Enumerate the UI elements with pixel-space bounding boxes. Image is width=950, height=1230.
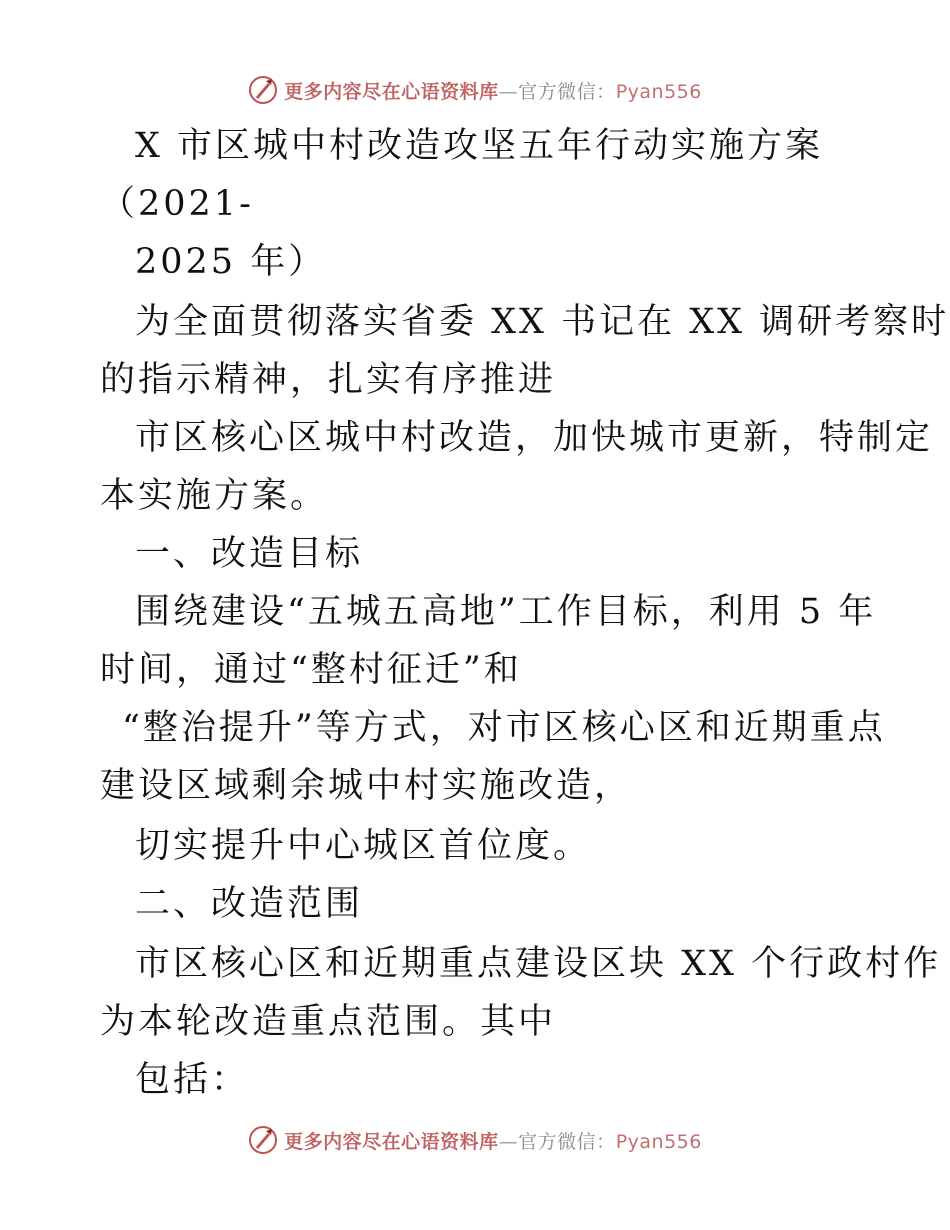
quill-logo-icon	[248, 1125, 278, 1155]
section-heading: 二、改造范围	[135, 884, 364, 924]
document-title: X 市区城中村改造攻坚五年行动实施方案	[135, 126, 824, 166]
title-year-start: （2021-	[100, 184, 254, 224]
paragraph-line: 市区核心区和近期重点建设区块 XX 个行政村作	[135, 944, 942, 984]
paragraph-line: 为本轮改造重点范围。其中	[100, 1002, 557, 1042]
paragraph-line: 围绕建设“五城五高地”工作目标，利用 5 年	[135, 592, 877, 632]
watermark-label: 官方微信：	[518, 80, 616, 103]
watermark-brand: 更多内容尽在心语资料库	[284, 80, 499, 103]
watermark-id: Pyan556	[615, 1130, 702, 1153]
paragraph-line: “整治提升”等方式，对市区核心区和近期重点	[122, 708, 886, 748]
paragraph-line: 为全面贯彻落实省委 XX 书记在 XX 调研考察时	[135, 302, 950, 342]
watermark-brand: 更多内容尽在心语资料库	[284, 1130, 499, 1153]
footer-watermark	[0, 1122, 950, 1158]
watermark-label: 官方微信：	[518, 1130, 616, 1153]
watermark-dash: —	[498, 80, 519, 103]
paragraph-line: 切实提升中心城区首位度。	[135, 826, 592, 866]
paragraph-line: 的指示精神，扎实有序推进	[100, 360, 557, 400]
watermark-id: Pyan556	[615, 80, 702, 103]
paragraph-line: 时间，通过“整村征迁”和	[100, 650, 522, 690]
watermark-text	[284, 1127, 702, 1154]
title-year-end: 2025 年）	[135, 242, 327, 282]
paragraph-line: 本实施方案。	[100, 476, 329, 516]
watermark-dash: —	[498, 1130, 519, 1153]
paragraph-line: 建设区域剩余城中村实施改造，	[100, 766, 633, 806]
paragraph-line: 包括：	[135, 1060, 250, 1100]
paragraph-line: 市区核心区城中村改造，加快城市更新，特制定	[135, 418, 934, 458]
section-heading: 一、改造目标	[135, 534, 364, 574]
